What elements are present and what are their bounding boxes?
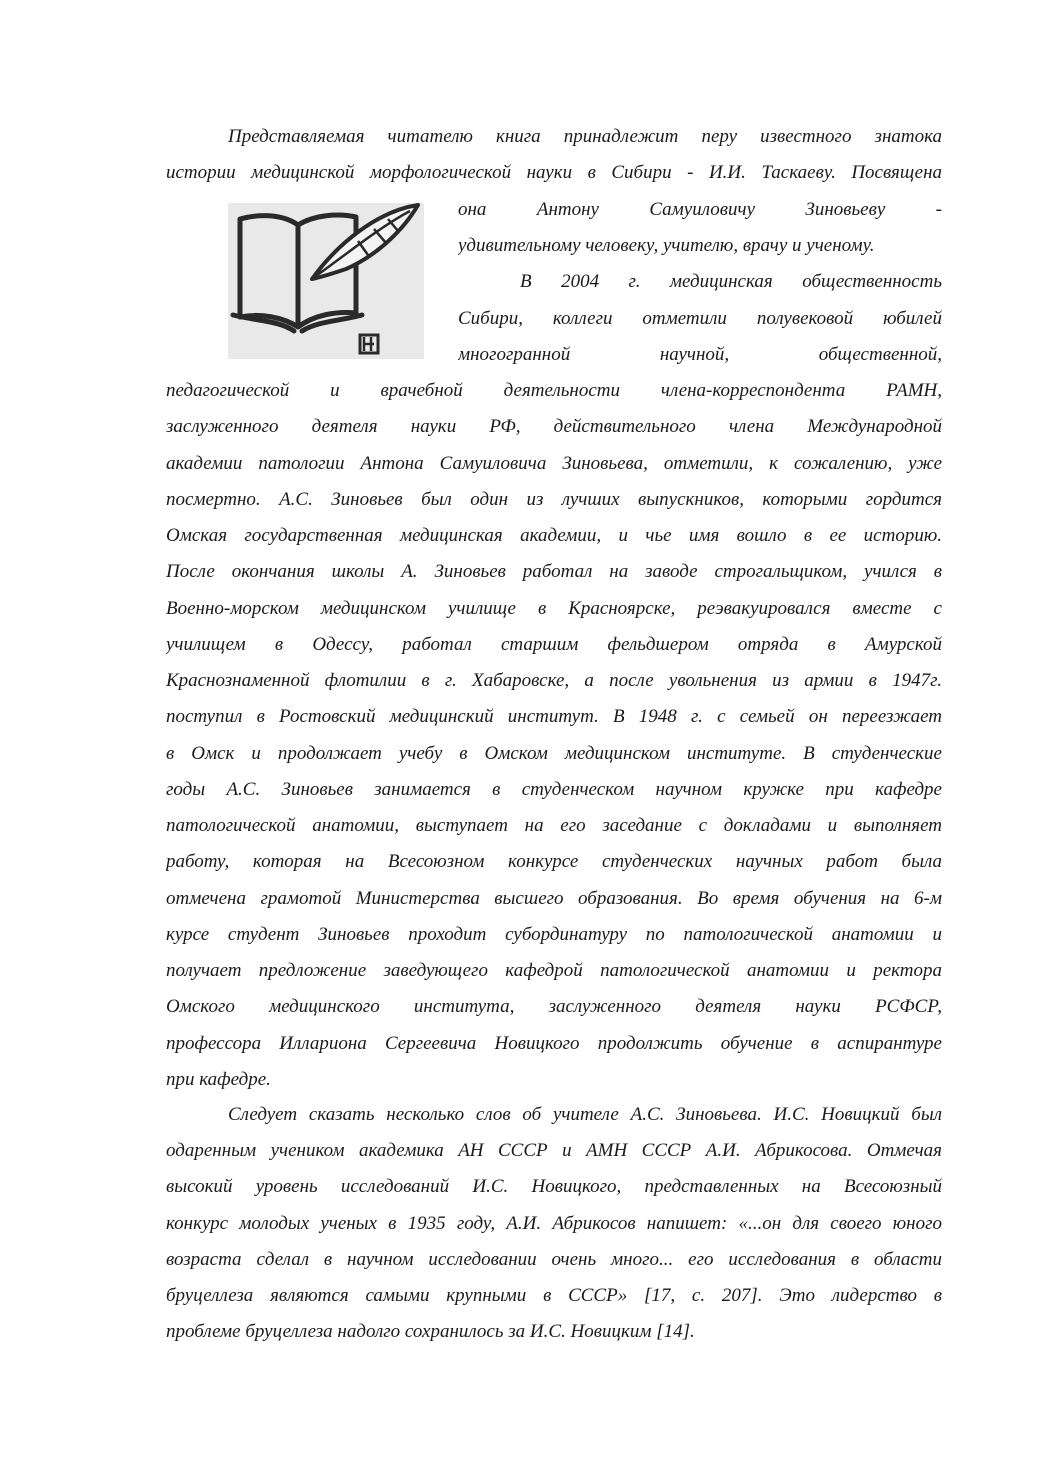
- text-line: Омская государственная медицинская академии, и чье имя вошло в ее историю.: [166, 525, 942, 546]
- text-line: высокий уровень исследований И.С. Новицкого, представленных на Всесоюзный: [166, 1176, 942, 1197]
- text-line: посмертно. А.С. Зиновьев был один из лучших выпускников, которыми гордится: [166, 489, 942, 510]
- text-line: при кафедре.: [166, 1069, 271, 1090]
- text-line: она Антону Самуиловичу Зиновьеву -: [458, 199, 942, 220]
- text-line: В 2004 г. медицинская общественность: [520, 271, 942, 292]
- text-line: проблеме бруцеллеза надолго сохранилось за И.С. Новицким [14].: [166, 1321, 695, 1342]
- text-line: курсе студент Зиновьев проходит субординатуру по патологической анатомии и: [166, 924, 942, 945]
- text-line: многогранной научной, общественной,: [458, 344, 942, 365]
- book-and-quill-icon: [228, 203, 424, 359]
- book-logo-image: [228, 203, 424, 359]
- text-line: возраста сделал в научном исследовании очень много... его исследования в области: [166, 1249, 942, 1270]
- text-line: удивительному человеку, учителю, врачу и ученому.: [458, 235, 875, 256]
- text-line: педагогической и врачебной деятельности члена-корреспондента РАМН,: [166, 380, 942, 401]
- text-line: Военно-морском медицинском училище в Красноярске, реэвакуировался вместе с: [166, 598, 942, 619]
- text-line: одаренным учеником академика АН СССР и АМН СССР А.И. Абрикосова. Отмечая: [166, 1140, 942, 1161]
- text-line: получает предложение заведующего кафедрой патологической анатомии и ректора: [166, 960, 942, 981]
- text-line: Сибири, коллеги отметили полувековой юбилей: [458, 308, 942, 329]
- text-line: патологической анатомии, выступает на его заседание с докладами и выполняет: [166, 815, 942, 836]
- text-line: в Омск и продолжает учебу в Омском медицинском институте. В студенческие: [166, 743, 942, 764]
- text-line: Следует сказать несколько слов об учителе А.С. Зиновьева. И.С. Новицкий был: [228, 1104, 942, 1125]
- text-line: академии патологии Антона Самуиловича Зиновьева, отметили, к сожалению, уже: [166, 453, 942, 474]
- text-line: заслуженного деятеля науки РФ, действительного члена Международной: [166, 416, 942, 437]
- text-line: истории медицинской морфологической науки в Сибири - И.И. Таскаеву. Посвящена: [166, 162, 942, 183]
- text-line: работу, которая на Всесоюзном конкурсе студенческих научных работ была: [166, 851, 942, 872]
- text-line: Омского медицинского института, заслуженного деятеля науки РСФСР,: [166, 996, 942, 1017]
- text-line: Краснознаменной флотилии в г. Хабаровске, а после увольнения из армии в 1947г.: [166, 670, 942, 691]
- text-line: После окончания школы А. Зиновьев работал на заводе строгальщиком, учился в: [166, 561, 942, 582]
- text-line: бруцеллеза являются самыми крупными в СССР» [17, с. 207]. Это лидерство в: [166, 1285, 942, 1306]
- text-line: поступил в Ростовский медицинский институт. В 1948 г. с семьей он переезжает: [166, 706, 942, 727]
- text-line: отмечена грамотой Министерства высшего образования. Во время обучения на 6-м: [166, 888, 942, 909]
- text-line: профессора Иллариона Сергеевича Новицкого продолжить обучение в аспирантуре: [166, 1033, 942, 1054]
- text-line: Представляемая читателю книга принадлежит перу известного знатока: [228, 126, 942, 147]
- text-line: годы А.С. Зиновьев занимается в студенческом научном кружке при кафедре: [166, 779, 942, 800]
- text-line: училищем в Одессу, работал старшим фельдшером отряда в Амурской: [166, 634, 942, 655]
- text-line: конкурс молодых ученых в 1935 году, А.И. Абрикосов напишет: «...он для своего юного: [166, 1213, 942, 1234]
